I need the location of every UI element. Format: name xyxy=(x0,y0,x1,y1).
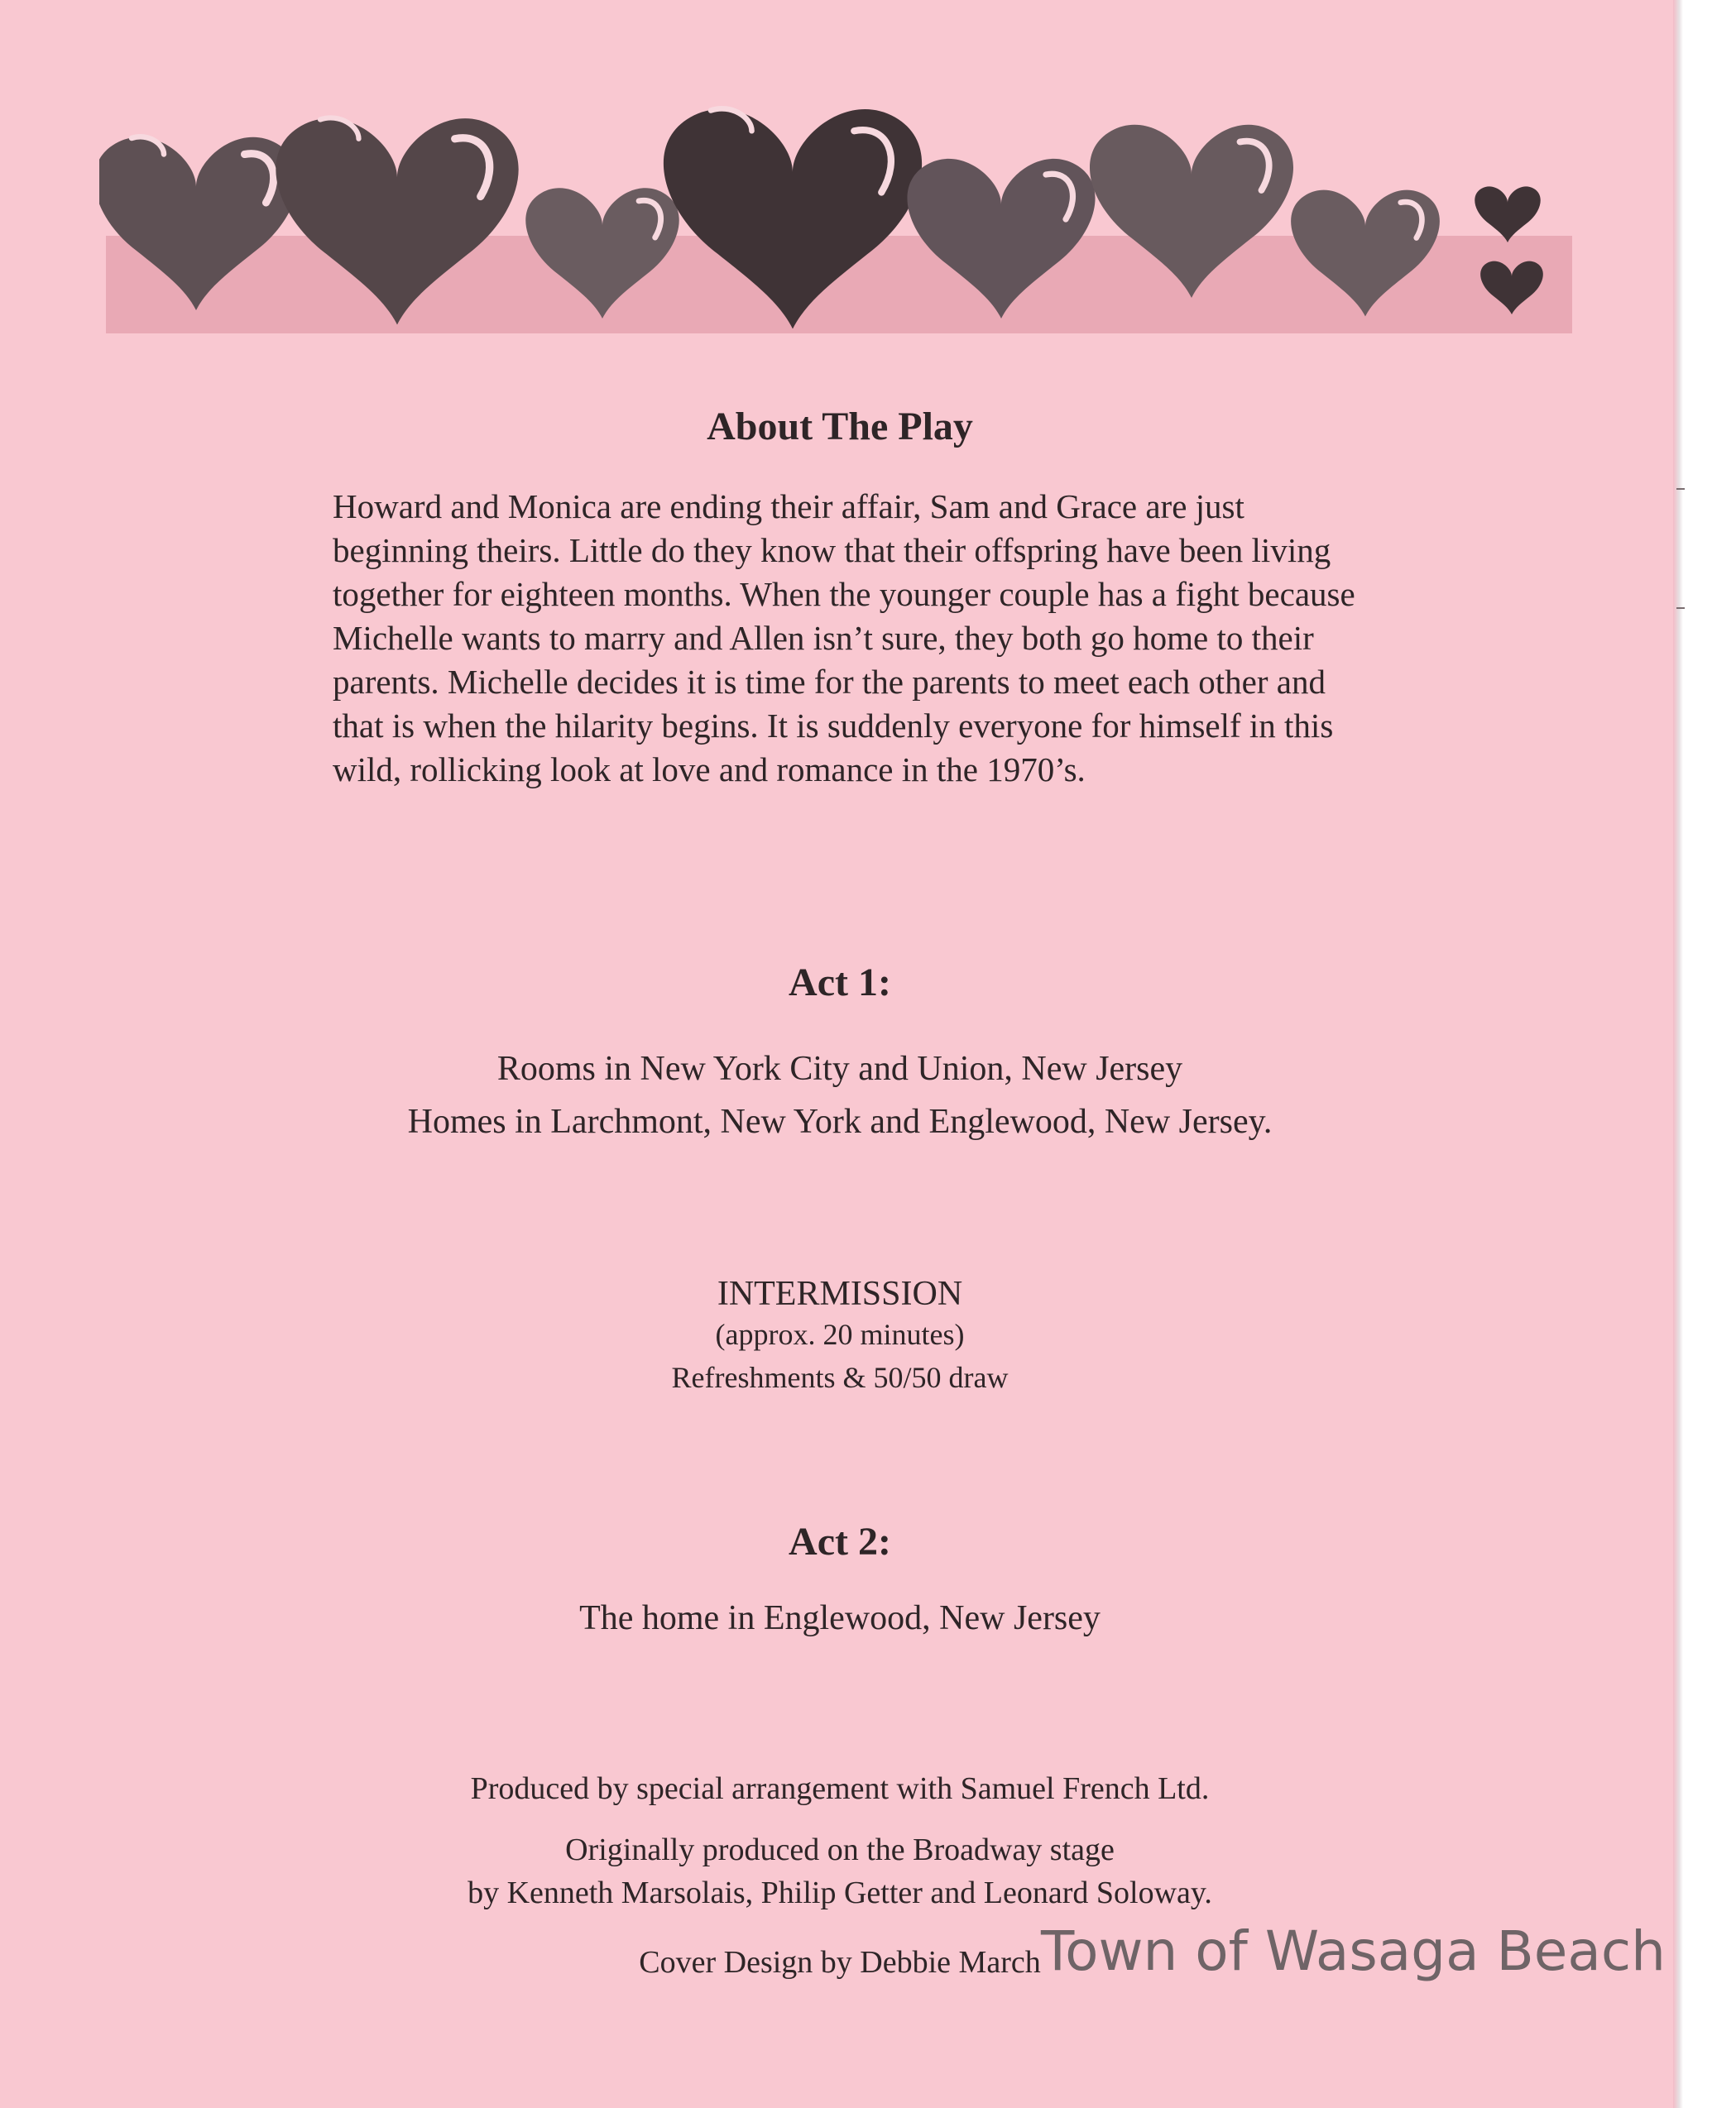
cover-design-credit: Cover Design by Debbie March xyxy=(639,1945,1041,1980)
heart-icon xyxy=(1090,125,1293,298)
about-description: Howard and Monica are ending their affair, Sam and Grace are just beginning theirs. Little do they know that their offspring have been living together for eighteen months. When the younger couple has a fight because Michelle wants to marry and Allen isn’t sure, they both go home to their parents. Michelle decides it is time for the parents to meet each other and that is when the hilarity begins. It is suddenly everyone for himself in this wild, rollicking look at love and romance in the 1970’s. xyxy=(333,487,1355,788)
heart-icon xyxy=(525,188,679,319)
watermark: Town of Wasaga Beach xyxy=(1041,1919,1666,1983)
heart-icon xyxy=(276,117,518,324)
page-edge-mark xyxy=(1676,488,1685,490)
intermission-extras: Refreshments & 50/50 draw xyxy=(671,1361,1009,1394)
heart-icon xyxy=(99,137,298,310)
page-edge xyxy=(1673,0,1683,2108)
act2-heading: Act 2: xyxy=(789,1520,891,1564)
broadway-credit-line-1: Originally produced on the Broadway stage xyxy=(565,1833,1115,1867)
act1-heading: Act 1: xyxy=(789,961,891,1004)
heart-icon xyxy=(1475,186,1540,242)
intermission-duration: (approx. 20 minutes) xyxy=(715,1318,965,1351)
act1-location-1: Rooms in New York City and Union, New Jersey xyxy=(496,1050,1183,1088)
broadway-credit-line-2: by Kenneth Marsolais, Philip Getter and Leonard Soloway. xyxy=(468,1876,1212,1910)
heart-icon xyxy=(907,159,1095,319)
heart-icon xyxy=(1480,261,1543,314)
act1-location-2: Homes in Larchmont, New York and Englewood, New Jersey. xyxy=(407,1103,1273,1141)
heart-icon xyxy=(1291,190,1440,317)
page-edge-mark xyxy=(1676,607,1685,609)
heart-icon xyxy=(664,108,922,328)
intermission-title: INTERMISSION xyxy=(717,1275,963,1313)
act2-location: The home in Englewood, New Jersey xyxy=(579,1599,1101,1637)
about-heading: About The Play xyxy=(707,405,973,448)
heart-banner xyxy=(99,91,1572,339)
arrangement-credit: Produced by special arrangement with Samuel French Ltd. xyxy=(470,1771,1210,1806)
